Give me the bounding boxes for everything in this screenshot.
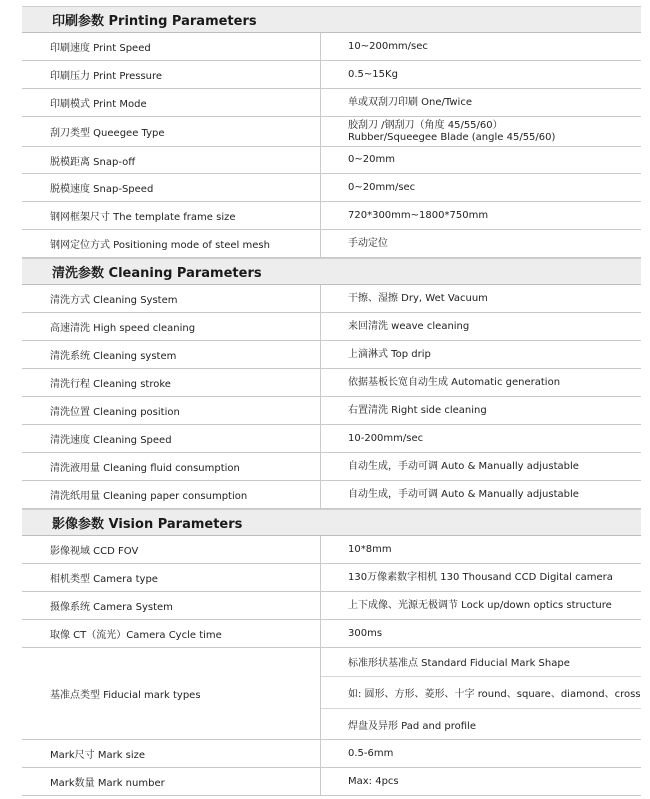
table-row <box>22 117 641 147</box>
param-label: 清洗速度 Cleaning Speed <box>22 425 321 452</box>
param-value: 720*300mm~1800*750mm <box>348 209 489 221</box>
param-label: 相机类型 Camera type <box>22 564 321 591</box>
table-row <box>22 341 641 369</box>
param-value: 0~20mm <box>348 154 395 165</box>
param-label: 基准点类型 Fiducial mark types <box>22 648 321 739</box>
param-value: Rubber/Squeegee Blade (angle 45/55/60) <box>348 131 556 143</box>
table-row <box>22 592 641 620</box>
param-value: 上下成像、光源无极调节 Lock up/down optics structure <box>348 599 612 611</box>
param-value: 手动定位 <box>348 237 388 249</box>
table-row-fiducial <box>22 648 641 740</box>
section-header-cleaning: 清洗参数 Cleaning Parameters <box>22 258 641 285</box>
param-label: 印刷速度 Print Speed <box>22 33 321 60</box>
table-row <box>22 536 641 564</box>
param-value: 右置清洗 Right side cleaning <box>348 404 487 416</box>
table-row <box>22 620 641 648</box>
param-value: 300ms <box>348 627 383 639</box>
param-label: 高速清洗 High speed cleaning <box>22 313 321 340</box>
table-row <box>22 230 641 258</box>
param-value: 自动生成，手动可调 Auto & Manually adjustable <box>348 488 579 500</box>
param-label: 印刷压力 Print Pressure <box>22 61 321 88</box>
param-value: 如: 圆形、方形、菱形、十字 round、square、diamond、cross <box>348 689 641 700</box>
param-label: 清洗液用量 Cleaning fluid consumption <box>22 453 321 480</box>
table-row <box>22 564 641 592</box>
param-value: 0~20mm/sec <box>348 181 416 193</box>
table-row <box>22 740 641 768</box>
param-label: 脱模距离 Snap-off <box>22 147 321 173</box>
param-value: 单或双刮刀印刷 One/Twice <box>348 96 472 108</box>
table-row <box>22 481 641 509</box>
param-value: 胶刮刀 /钢刮刀（角度 45/55/60） <box>348 119 503 131</box>
table-row <box>22 768 641 796</box>
param-label: 清洗系统 Cleaning system <box>22 341 321 368</box>
table-row <box>22 313 641 341</box>
param-label: 钢网框架尺寸 The template frame size <box>22 202 321 229</box>
param-label: 清洗方式 Cleaning System <box>22 285 321 312</box>
param-value: 焊盘及异形 Pad and profile <box>348 720 476 732</box>
table-row <box>22 397 641 425</box>
param-value: 10*8mm <box>348 543 392 555</box>
table-row <box>22 285 641 313</box>
param-value: 0.5-6mm <box>348 747 394 759</box>
table-row <box>22 61 641 89</box>
param-label: 影像视域 CCD FOV <box>22 536 321 563</box>
table-row <box>22 147 641 174</box>
table-row <box>22 174 641 202</box>
table-row <box>22 425 641 453</box>
param-label: 脱模速度 Snap-Speed <box>22 174 321 201</box>
param-label: 清洗位置 Cleaning position <box>22 397 321 424</box>
section-header-printing: 印刷参数 Printing Parameters <box>22 6 641 33</box>
section-header-vision: 影像参数 Vision Parameters <box>22 509 641 536</box>
param-value: 干擦、湿擦 Dry, Wet Vacuum <box>348 292 488 304</box>
table-row <box>22 453 641 481</box>
param-value: 自动生成，手动可调 Auto & Manually adjustable <box>348 460 579 472</box>
param-value: 标准形状基准点 Standard Fiducial Mark Shape <box>348 658 570 670</box>
param-label: 摄像系统 Camera System <box>22 592 321 619</box>
param-label: 印刷模式 Print Mode <box>22 89 321 116</box>
param-label: 清洗行程 Cleaning stroke <box>22 369 321 396</box>
table-row <box>22 369 641 397</box>
param-value: 10-200mm/sec <box>348 432 424 444</box>
param-value: 来回清洗 weave cleaning <box>348 320 470 332</box>
param-label: 刮刀类型 Queegee Type <box>22 117 321 146</box>
table-row <box>22 33 641 61</box>
table-row <box>22 89 641 117</box>
param-label: 钢网定位方式 Positioning mode of steel mesh <box>22 230 321 257</box>
param-value: Max: 4pcs <box>348 775 399 787</box>
param-label: Mark尺寸 Mark size <box>22 740 321 767</box>
param-value: 130万像素数字相机 130 Thousand CCD Digital camera <box>348 571 613 583</box>
param-label: Mark数量 Mark number <box>22 768 321 795</box>
spec-sheet <box>22 6 641 796</box>
param-label: 清洗纸用量 Cleaning paper consumption <box>22 481 321 508</box>
param-value: 依据基板长宽自动生成 Automatic generation <box>348 376 561 388</box>
param-value: 上滴淋式 Top drip <box>348 348 431 360</box>
table-row <box>22 202 641 230</box>
param-label: 取像 CT（流光）Camera Cycle time <box>22 620 321 647</box>
param-value: 0.5~15Kg <box>348 68 398 80</box>
param-value: 10~200mm/sec <box>348 40 428 52</box>
